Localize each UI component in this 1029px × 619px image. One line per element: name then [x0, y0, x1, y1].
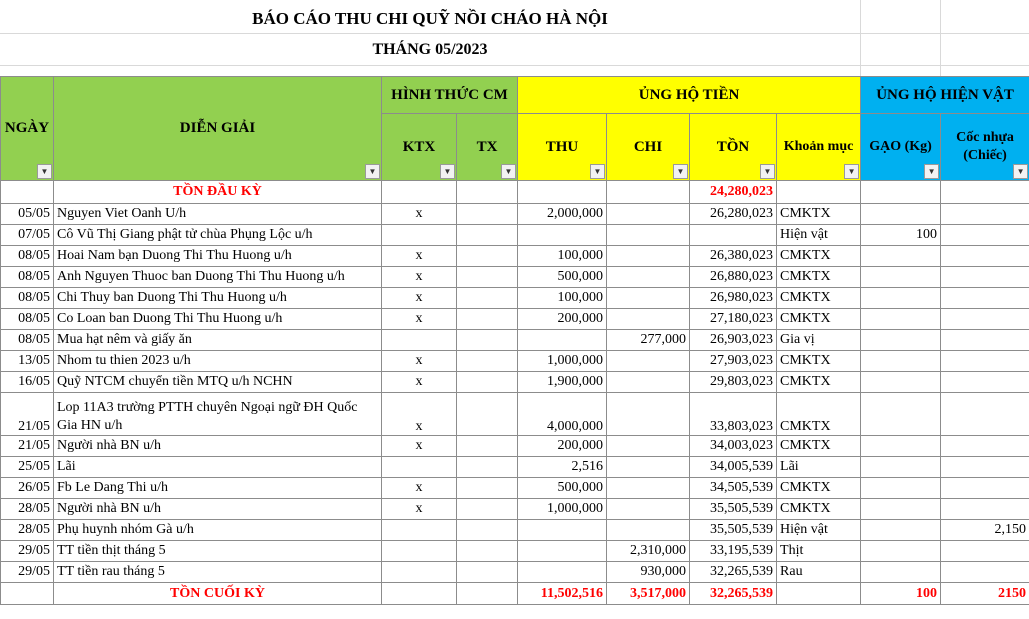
row-date: 08/05	[1, 288, 54, 309]
row-chi	[607, 267, 690, 288]
table-row	[1, 204, 1029, 225]
row-chi	[607, 393, 690, 436]
row-chi	[607, 499, 690, 520]
row-tx	[457, 499, 518, 520]
row-ton: 27,180,023	[690, 309, 777, 330]
row-coc	[941, 204, 1029, 225]
row-desc: TT tiền thịt tháng 5	[54, 541, 382, 562]
row-ton: 26,280,023	[690, 204, 777, 225]
row-ktx: x	[382, 204, 457, 225]
row-khoan-muc: CMKTX	[777, 351, 861, 372]
opening-label: TỒN ĐẦU KỲ	[54, 181, 382, 204]
row-gao	[861, 562, 941, 583]
row-thu: 1,000,000	[518, 351, 607, 372]
row-ktx: x	[382, 499, 457, 520]
chevron-down-icon[interactable]: ▼	[673, 164, 688, 179]
row-tx	[457, 288, 518, 309]
row-khoan-muc: CMKTX	[777, 393, 861, 436]
row-chi	[607, 436, 690, 457]
row-khoan-muc: Rau	[777, 562, 861, 583]
table-row	[1, 457, 1029, 478]
row-chi	[607, 372, 690, 393]
row-coc	[941, 499, 1029, 520]
header-ngay[interactable]: NGÀY ▼	[1, 77, 54, 181]
sheet-gridline	[0, 33, 1029, 34]
chevron-down-icon[interactable]: ▼	[501, 164, 516, 179]
table-row	[1, 330, 1029, 351]
row-date: 28/05	[1, 499, 54, 520]
row-ktx: x	[382, 436, 457, 457]
row-date: 21/05	[1, 436, 54, 457]
chevron-down-icon[interactable]: ▼	[760, 164, 775, 179]
row-khoan-muc: CMKTX	[777, 478, 861, 499]
report-table	[0, 76, 1029, 605]
row-chi	[607, 204, 690, 225]
row-tx	[457, 520, 518, 541]
row-desc: Nhom tu thien 2023 u/h	[54, 351, 382, 372]
row-coc: 2,150	[941, 520, 1029, 541]
row-desc: Co Loan ban Duong Thi Thu Huong u/h	[54, 309, 382, 330]
row-date: 05/05	[1, 204, 54, 225]
header-dien-giai[interactable]: DIỄN GIẢI ▼	[54, 77, 382, 181]
row-tx	[457, 246, 518, 267]
table-row	[1, 436, 1029, 457]
row-coc	[941, 393, 1029, 436]
row-date: 07/05	[1, 225, 54, 246]
table-row	[1, 393, 1029, 436]
sheet-gridline	[0, 65, 1029, 66]
row-khoan-muc: Hiện vật	[777, 225, 861, 246]
row-khoan-muc: CMKTX	[777, 246, 861, 267]
row-desc: Anh Nguyen Thuoc ban Duong Thi Thu Huong u/h	[54, 267, 382, 288]
row-ton: 26,380,023	[690, 246, 777, 267]
row-ktx	[382, 520, 457, 541]
table-row	[1, 478, 1029, 499]
row-date: 25/05	[1, 457, 54, 478]
row-date: 29/05	[1, 562, 54, 583]
row-tx	[457, 393, 518, 436]
row-ktx	[382, 330, 457, 351]
row-date: 08/05	[1, 309, 54, 330]
row-gao	[861, 204, 941, 225]
closing-row	[1, 583, 1029, 605]
row-tx	[457, 478, 518, 499]
row-thu	[518, 562, 607, 583]
row-khoan-muc: CMKTX	[777, 204, 861, 225]
row-ton: 26,880,023	[690, 267, 777, 288]
row-thu: 500,000	[518, 478, 607, 499]
row-ton: 27,903,023	[690, 351, 777, 372]
row-ton: 34,505,539	[690, 478, 777, 499]
table-row	[1, 225, 1029, 246]
row-thu: 4,000,000	[518, 393, 607, 436]
table-row	[1, 267, 1029, 288]
row-coc	[941, 246, 1029, 267]
row-khoan-muc: CMKTX	[777, 499, 861, 520]
table-row	[1, 562, 1029, 583]
row-khoan-muc: CMKTX	[777, 309, 861, 330]
row-tx	[457, 330, 518, 351]
row-tx	[457, 267, 518, 288]
header-ktx[interactable]: KTX ▼	[382, 114, 457, 181]
row-ktx: x	[382, 372, 457, 393]
row-ton: 34,003,023	[690, 436, 777, 457]
table-row	[1, 372, 1029, 393]
row-coc	[941, 330, 1029, 351]
header-coc-nhua[interactable]: Cốc nhựa (Chiếc) ▼	[941, 114, 1029, 181]
row-chi: 930,000	[607, 562, 690, 583]
row-date: 08/05	[1, 246, 54, 267]
header-ung-ho-tien: ỦNG HỘ TIỀN	[518, 77, 861, 114]
row-gao: 100	[861, 225, 941, 246]
row-ton: 35,505,539	[690, 520, 777, 541]
row-coc	[941, 351, 1029, 372]
row-gao	[861, 372, 941, 393]
row-khoan-muc: CMKTX	[777, 288, 861, 309]
row-thu: 1,900,000	[518, 372, 607, 393]
row-thu	[518, 225, 607, 246]
closing-label: TỒN CUỐI KỲ	[54, 583, 382, 605]
row-tx	[457, 309, 518, 330]
row-ktx: x	[382, 393, 457, 436]
row-desc: Cô Vũ Thị Giang phật tử chùa Phụng Lộc u/h	[54, 225, 382, 246]
row-khoan-muc: Hiện vật	[777, 520, 861, 541]
row-chi	[607, 288, 690, 309]
row-coc	[941, 478, 1029, 499]
row-desc: Phụ huynh nhóm Gà u/h	[54, 520, 382, 541]
row-tx	[457, 541, 518, 562]
row-desc: Chi Thuy ban Duong Thi Thu Huong u/h	[54, 288, 382, 309]
row-desc: Fb Le Dang Thi u/h	[54, 478, 382, 499]
chevron-down-icon[interactable]: ▼	[590, 164, 605, 179]
table-row	[1, 309, 1029, 330]
row-coc	[941, 562, 1029, 583]
header-ton[interactable]: TỒN ▼	[690, 114, 777, 181]
row-thu: 200,000	[518, 436, 607, 457]
row-ktx: x	[382, 478, 457, 499]
row-ktx	[382, 225, 457, 246]
row-ton: 33,195,539	[690, 541, 777, 562]
row-desc: Nguyen Viet Oanh U/h	[54, 204, 382, 225]
row-thu: 2,516	[518, 457, 607, 478]
row-thu: 1,000,000	[518, 499, 607, 520]
row-gao	[861, 541, 941, 562]
row-coc	[941, 436, 1029, 457]
row-chi	[607, 478, 690, 499]
row-khoan-muc: Thịt	[777, 541, 861, 562]
row-desc: Lãi	[54, 457, 382, 478]
closing-chi: 3,517,000	[607, 583, 690, 605]
header-ung-ho-hien-vat: ỦNG HỘ HIỆN VẬT	[861, 77, 1029, 114]
closing-ton: 32,265,539	[690, 583, 777, 605]
row-tx	[457, 225, 518, 246]
row-date: 28/05	[1, 520, 54, 541]
row-ktx: x	[382, 351, 457, 372]
row-ton: 32,265,539	[690, 562, 777, 583]
row-gao	[861, 267, 941, 288]
row-thu: 200,000	[518, 309, 607, 330]
sheet-gridline	[860, 0, 861, 76]
row-thu: 100,000	[518, 246, 607, 267]
table-row	[1, 288, 1029, 309]
row-date: 21/05	[1, 393, 54, 436]
row-tx	[457, 457, 518, 478]
row-ton: 33,803,023	[690, 393, 777, 436]
row-coc	[941, 267, 1029, 288]
row-coc	[941, 372, 1029, 393]
header-tx[interactable]: TX ▼	[457, 114, 518, 181]
row-ton: 34,005,539	[690, 457, 777, 478]
row-khoan-muc: CMKTX	[777, 372, 861, 393]
row-desc: Lop 11A3 trường PTTH chuyên Ngoại ngữ ĐH Quốc Gia HN u/h	[54, 393, 382, 436]
row-ton: 29,803,023	[690, 372, 777, 393]
row-chi	[607, 246, 690, 267]
opening-row	[1, 181, 1029, 204]
row-desc: TT tiền rau tháng 5	[54, 562, 382, 583]
row-desc: Người nhà BN u/h	[54, 436, 382, 457]
row-desc: Mua hạt nêm và giấy ăn	[54, 330, 382, 351]
row-chi	[607, 309, 690, 330]
header-hinh-thuc: HÌNH THỨC CM	[382, 77, 518, 114]
row-chi	[607, 457, 690, 478]
row-khoan-muc: CMKTX	[777, 267, 861, 288]
row-chi: 2,310,000	[607, 541, 690, 562]
row-tx	[457, 204, 518, 225]
header-thu[interactable]: THU ▼	[518, 114, 607, 181]
row-gao	[861, 351, 941, 372]
row-chi	[607, 520, 690, 541]
row-ton: 26,980,023	[690, 288, 777, 309]
table-row	[1, 520, 1029, 541]
row-date: 29/05	[1, 541, 54, 562]
row-coc	[941, 457, 1029, 478]
row-desc: Hoai Nam bạn Duong Thi Thu Huong u/h	[54, 246, 382, 267]
row-ktx: x	[382, 267, 457, 288]
row-thu: 2,000,000	[518, 204, 607, 225]
row-tx	[457, 351, 518, 372]
row-ktx: x	[382, 309, 457, 330]
row-coc	[941, 288, 1029, 309]
row-coc	[941, 541, 1029, 562]
chevron-down-icon[interactable]: ▼	[844, 164, 859, 179]
row-gao	[861, 288, 941, 309]
row-tx	[457, 372, 518, 393]
row-ktx	[382, 457, 457, 478]
header-khoan-muc[interactable]: Khoản mục ▼	[777, 114, 861, 181]
row-gao	[861, 393, 941, 436]
row-ton: 35,505,539	[690, 499, 777, 520]
row-gao	[861, 457, 941, 478]
chevron-down-icon[interactable]: ▼	[924, 164, 939, 179]
row-date: 08/05	[1, 330, 54, 351]
table-row	[1, 246, 1029, 267]
row-coc	[941, 225, 1029, 246]
table-row	[1, 351, 1029, 372]
row-ktx: x	[382, 246, 457, 267]
chevron-down-icon[interactable]: ▼	[1013, 164, 1028, 179]
row-ktx	[382, 541, 457, 562]
row-ton	[690, 225, 777, 246]
row-thu: 100,000	[518, 288, 607, 309]
row-thu	[518, 520, 607, 541]
row-gao	[861, 478, 941, 499]
row-coc	[941, 309, 1029, 330]
table-row	[1, 541, 1029, 562]
row-gao	[861, 330, 941, 351]
row-khoan-muc: Gia vị	[777, 330, 861, 351]
row-chi	[607, 351, 690, 372]
closing-thu: 11,502,516	[518, 583, 607, 605]
header-chi[interactable]: CHI ▼	[607, 114, 690, 181]
closing-gao: 100	[861, 583, 941, 605]
row-tx	[457, 562, 518, 583]
row-gao	[861, 436, 941, 457]
row-gao	[861, 520, 941, 541]
row-khoan-muc: Lãi	[777, 457, 861, 478]
opening-ton: 24,280,023	[690, 181, 777, 204]
row-date: 08/05	[1, 267, 54, 288]
row-chi: 277,000	[607, 330, 690, 351]
row-thu	[518, 541, 607, 562]
chevron-down-icon[interactable]: ▼	[37, 164, 52, 179]
row-date: 13/05	[1, 351, 54, 372]
row-ktx: x	[382, 288, 457, 309]
closing-coc: 2150	[941, 583, 1029, 605]
chevron-down-icon[interactable]: ▼	[440, 164, 455, 179]
row-gao	[861, 246, 941, 267]
row-khoan-muc: CMKTX	[777, 436, 861, 457]
row-date: 26/05	[1, 478, 54, 499]
row-chi	[607, 225, 690, 246]
row-ktx	[382, 562, 457, 583]
report-title: BÁO CÁO THU CHI QUỸ NỒI CHÁO HÀ NỘI	[252, 9, 608, 28]
row-tx	[457, 436, 518, 457]
table-row	[1, 499, 1029, 520]
row-ton: 26,903,023	[690, 330, 777, 351]
row-thu: 500,000	[518, 267, 607, 288]
row-gao	[861, 499, 941, 520]
report-subtitle: THÁNG 05/2023	[372, 41, 488, 58]
row-thu	[518, 330, 607, 351]
row-desc: Quỹ NTCM chuyển tiền MTQ u/h NCHN	[54, 372, 382, 393]
sheet-gridline	[940, 0, 941, 76]
row-desc: Người nhà BN u/h	[54, 499, 382, 520]
header-gao[interactable]: GẠO (Kg) ▼	[861, 114, 941, 181]
row-gao	[861, 309, 941, 330]
chevron-down-icon[interactable]: ▼	[365, 164, 380, 179]
row-date: 16/05	[1, 372, 54, 393]
